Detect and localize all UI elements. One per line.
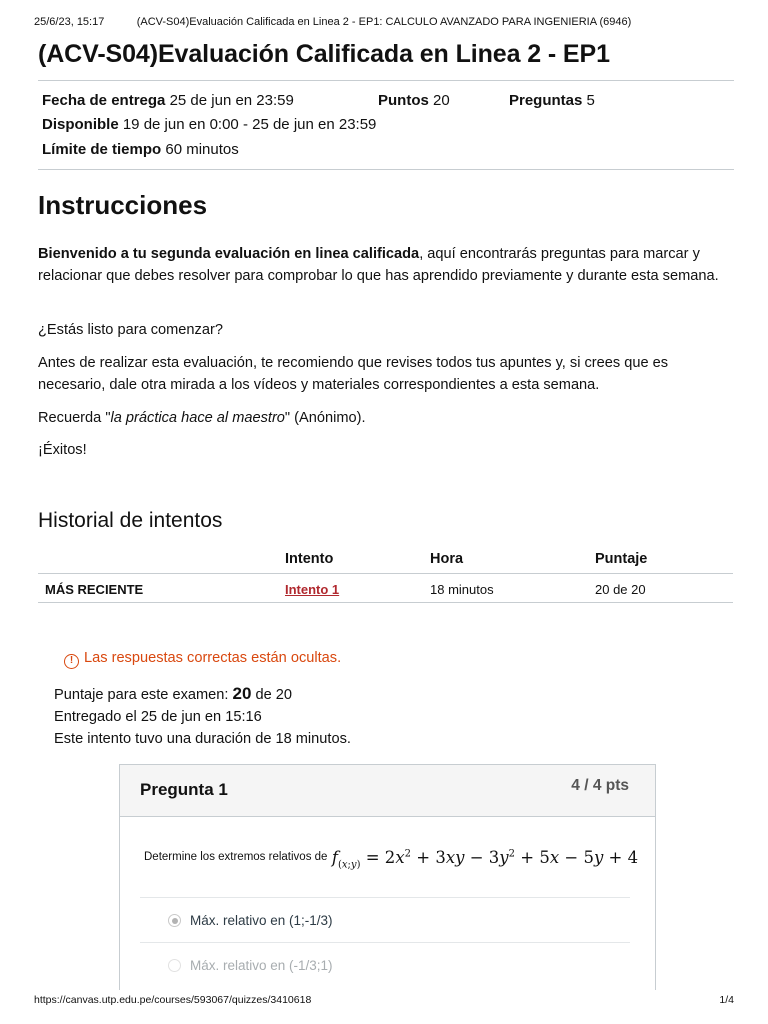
warning-icon: ! [64,654,79,669]
print-doc-title: (ACV-S04)Evaluación Calificada en Linea 2 - EP1: CALCULO AVANZADO PARA INGENIERIA (6946) [136,16,632,28]
attempt-1-link[interactable]: Intento 1 [285,582,340,597]
radio-selected-icon[interactable] [168,914,181,927]
questions-info [509,92,595,109]
question-1-card [119,764,656,990]
answer-label: Máx. relativo en (-1/3;1) [190,958,333,973]
row-label: MÁS RECIENTE [45,582,144,597]
questions-label: Preguntas [509,92,583,109]
notice-text: Las respuestas correctas están ocultas. [84,650,342,666]
question-lead: Determine los extremos relativos de [144,851,328,863]
availability [42,116,376,133]
title-divider [38,80,734,81]
print-header [34,16,734,30]
print-date: 25/6/23, 15:17 [34,16,105,28]
meta-divider [38,169,734,170]
answer-option-2[interactable] [168,958,333,973]
quote-italic: la práctica hace al maestro [110,410,285,426]
answer-option-1[interactable] [168,913,333,928]
history-table-header [38,546,733,574]
score-summary [54,684,292,704]
column-score: Puntaje [595,551,648,567]
column-attempt: Intento [285,551,334,567]
radio-unselected-icon[interactable] [168,959,181,972]
duration-text: Este intento tuvo una duración de 18 minutos. [54,731,351,747]
question-title: Pregunta 1 [140,780,228,799]
quote-post: " (Anónimo). [284,410,366,426]
quote-pre: Recuerda " [38,410,111,426]
row-score: 20 de 20 [595,582,646,597]
available-label: Disponible [42,116,119,133]
answer-divider [140,897,630,898]
hidden-answers-notice [64,650,341,669]
instructions-paragraph-2: ¿Estás listo para comenzar? [38,322,223,338]
time-limit-value: 60 minutos [165,141,239,158]
answer-divider [140,942,630,943]
print-url: https://canvas.utp.edu.pe/courses/593067/quizzes/3410618 [34,994,312,1006]
time-limit [42,141,239,158]
available-value: 19 de jun en 0:00 - 25 de jun en 23:59 [122,116,377,133]
due-value: 25 de jun en 23:59 [169,92,294,109]
time-limit-label: Límite de tiempo [42,141,162,158]
page-title: (ACV-S04)Evaluación Calificada en Linea 2 - EP1 [38,40,610,68]
questions-value: 5 [586,92,595,109]
print-page-number: 1/4 [719,994,734,1006]
instructions-paragraph-4 [38,408,738,430]
due-label: Fecha de entrega [42,92,166,109]
welcome-rest-text: , aquí encontrarás preguntas para marcar y relacionar que debes resolver para comprobar lo que has aprendido previamente y durante esta semana. [38,246,719,284]
question-text [144,848,638,870]
points-label: Puntos [378,92,429,109]
instructions-heading: Instrucciones [38,190,208,220]
history-heading: Historial de intentos [38,509,223,532]
score-value: 20 [232,684,252,703]
submitted-text: Entregado el 25 de jun en 15:16 [54,709,262,725]
instructions-paragraph-1 [38,244,738,287]
points-value: 20 [433,92,450,109]
row-time: 18 minutos [430,582,494,597]
score-post: de 20 [251,687,292,703]
due-date [42,92,294,109]
answer-label: Máx. relativo en (1;-1/3) [190,913,333,928]
instructions-paragraph-3: Antes de realizar esta evaluación, te recomiendo que revises todos tus apuntes y, si crees que es necesario, dale otra mirada a los vídeos y materiales correspondientes a esta semana. [38,355,669,393]
points-info [378,92,450,109]
welcome-bold-text: Bienvenido a tu segunda evaluación en linea calificada [38,246,420,262]
column-time: Hora [430,551,464,567]
table-row [38,575,733,603]
score-pre: Puntaje para este examen: [54,687,233,703]
function-formula: $f_{(x;y)} = 2x^2 + 3xy - 3y^2 + 5x - 5y + 4$ [331,848,639,871]
instructions-paragraph-5: ¡Éxitos! [38,442,87,458]
question-header [120,765,655,817]
question-points: 4 / 4 pts [571,777,629,794]
